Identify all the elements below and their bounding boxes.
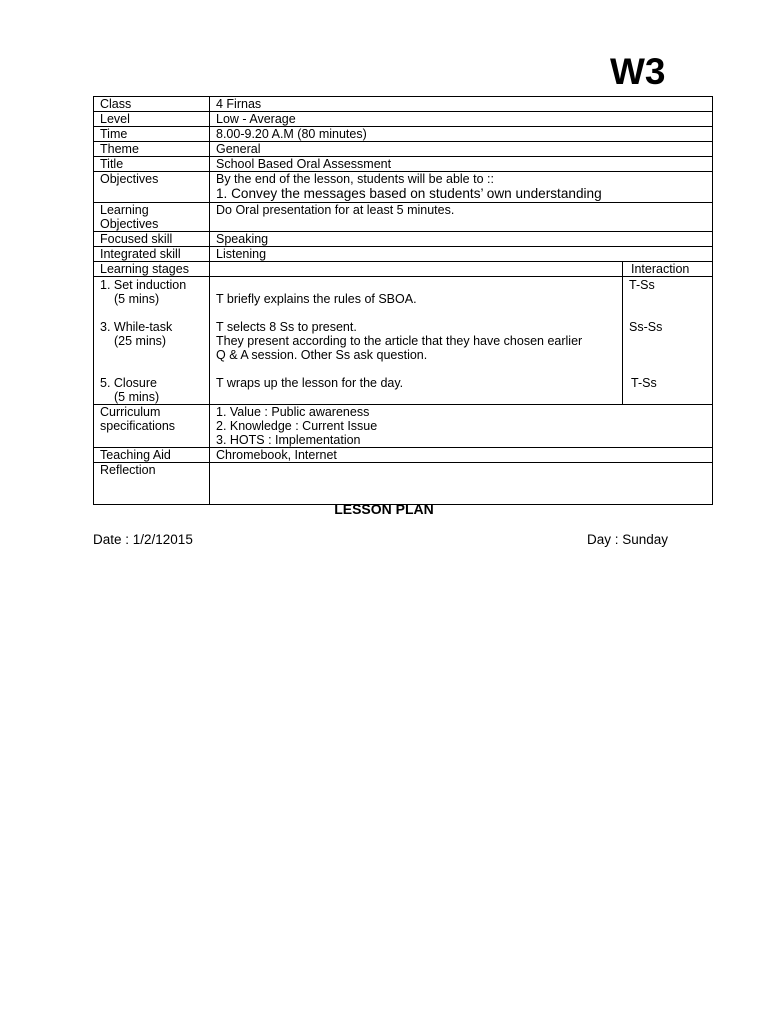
stage-3-time: (25 mins): [114, 334, 167, 348]
label-curriculum-line2: specifications: [100, 419, 176, 433]
lesson-date: Date : 1/2/12015: [93, 532, 193, 547]
stages-names: [94, 277, 210, 405]
stages-interactions: [623, 277, 713, 405]
label-integrated-skill: Integrated skill: [94, 247, 210, 262]
stage-3-activity-2: They present according to the article that they have chosen earlier: [216, 334, 583, 348]
value-teaching-aid: Chromebook, Internet: [210, 448, 713, 463]
label-level: Level: [94, 112, 210, 127]
stage-3-activity-1: T selects 8 Ss to present.: [216, 320, 357, 334]
stage-1-name: 1. Set induction: [100, 278, 187, 292]
value-focused-skill: Speaking: [210, 232, 713, 247]
row-theme: [94, 142, 713, 157]
lesson-day: Day : Sunday: [587, 532, 669, 547]
value-level: Low - Average: [210, 112, 713, 127]
curriculum-item-3: 3. HOTS : Implementation: [216, 433, 361, 447]
curriculum-item-2: 2. Knowledge : Current Issue: [216, 419, 378, 433]
value-integrated-skill: Listening: [210, 247, 713, 262]
stage-1-time: (5 mins): [114, 292, 160, 306]
label-teaching-aid: Teaching Aid: [94, 448, 210, 463]
stage-1-activity: T briefly explains the rules of SBOA.: [216, 292, 417, 306]
stage-5-time: (5 mins): [114, 390, 160, 404]
value-title: School Based Oral Assessment: [210, 157, 713, 172]
value-learning-objectives: Do Oral presentation for at least 5 minutes.: [210, 203, 713, 232]
row-class: [94, 97, 713, 112]
label-learning-objectives-line1: Learning: [100, 203, 149, 217]
row-title: [94, 157, 713, 172]
row-time: [94, 127, 713, 142]
stage-5-name: 5. Closure: [100, 376, 157, 390]
label-objectives: Objectives: [94, 172, 210, 203]
row-stages: [94, 277, 713, 405]
row-integrated-skill: [94, 247, 713, 262]
objectives-item-1: 1. Convey the messages based on students’ own understanding: [216, 186, 602, 201]
label-reflection: Reflection: [94, 463, 210, 505]
stage-3-activity-3: Q & A session. Other Ss ask question.: [216, 348, 428, 362]
label-learning-objectives: [94, 203, 210, 232]
curriculum-item-1: 1. Value : Public awareness: [216, 405, 370, 419]
row-focused-skill: [94, 232, 713, 247]
value-curriculum: [210, 405, 713, 448]
label-class: Class: [94, 97, 210, 112]
value-class: 4 Firnas: [210, 97, 713, 112]
row-objectives: [94, 172, 713, 203]
stage-5-interaction: T-Ss: [631, 376, 657, 390]
week-label: W3: [610, 51, 666, 92]
row-level: [94, 112, 713, 127]
value-time: 8.00-9.20 A.M (80 minutes): [210, 127, 713, 142]
label-time: Time: [94, 127, 210, 142]
label-learning-stages: Learning stages: [94, 262, 210, 277]
stage-3-name: 3. While-task: [100, 320, 173, 334]
label-curriculum: [94, 405, 210, 448]
row-teaching-aid: [94, 448, 713, 463]
label-theme: Theme: [94, 142, 210, 157]
stage-1-interaction: T-Ss: [629, 278, 655, 292]
value-objectives: [210, 172, 713, 203]
value-reflection: [210, 463, 713, 505]
row-curriculum: [94, 405, 713, 448]
label-focused-skill: Focused skill: [94, 232, 210, 247]
label-interaction: Interaction: [623, 262, 713, 277]
page-title: [0, 500, 768, 518]
objectives-intro: By the end of the lesson, students will be able to ::: [216, 172, 494, 186]
page-title-text: LESSON PLAN: [334, 501, 434, 517]
stages-activities: [210, 277, 623, 405]
stages-header-blank: [210, 262, 623, 277]
stage-3-interaction: Ss-Ss: [629, 320, 663, 334]
stage-5-activity: T wraps up the lesson for the day.: [216, 376, 404, 390]
label-title: Title: [94, 157, 210, 172]
row-reflection: [94, 463, 713, 505]
row-learning-stages: [94, 262, 713, 277]
row-learning-objectives: [94, 203, 713, 232]
lesson-plan-table: [93, 96, 713, 505]
label-learning-objectives-line2: Objectives: [100, 217, 159, 231]
value-theme: General: [210, 142, 713, 157]
label-curriculum-line1: Curriculum: [100, 405, 161, 419]
